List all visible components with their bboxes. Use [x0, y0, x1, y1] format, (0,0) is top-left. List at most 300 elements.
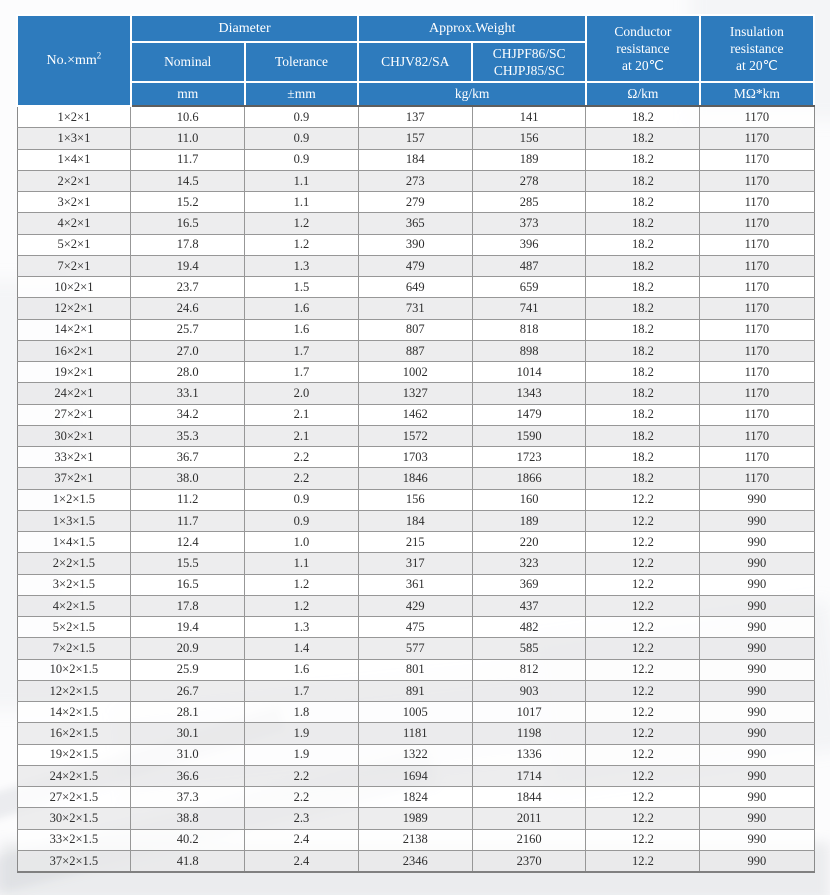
table-row	[17, 553, 814, 574]
cell-conductor-resistance: 18.2	[586, 340, 700, 361]
cell-conductor-resistance: 12.2	[586, 510, 700, 531]
cell-diameter-nominal: 35.3	[131, 425, 245, 446]
cell-conductor-resistance: 12.2	[586, 765, 700, 786]
cell-conductor-resistance: 18.2	[586, 234, 700, 255]
cell-conductor-resistance: 12.2	[586, 702, 700, 723]
cell-weight-chjpf: 2160	[472, 829, 586, 850]
cell-conductor-resistance: 18.2	[586, 149, 700, 170]
cell-weight-chjv: 361	[358, 574, 472, 595]
cell-weight-chjv: 273	[358, 170, 472, 191]
cell-size: 3×2×1.5	[17, 574, 131, 595]
cell-weight-chjv: 184	[358, 149, 472, 170]
cell-weight-chjpf: 1866	[472, 468, 586, 489]
cell-conductor-resistance: 12.2	[586, 850, 700, 872]
cell-diameter-nominal: 23.7	[131, 277, 245, 298]
cell-size: 12×2×1	[17, 298, 131, 319]
table-row	[17, 425, 814, 446]
cell-insulation-resistance: 990	[700, 744, 814, 765]
cell-insulation-resistance: 990	[700, 510, 814, 531]
cell-weight-chjv: 475	[358, 617, 472, 638]
cell-weight-chjpf: 141	[472, 106, 586, 128]
cell-conductor-resistance: 18.2	[586, 213, 700, 234]
table-row	[17, 808, 814, 829]
table-row	[17, 574, 814, 595]
cell-weight-chjv: 577	[358, 638, 472, 659]
cell-diameter-tolerance: 0.9	[245, 128, 359, 149]
cell-size: 33×2×1.5	[17, 829, 131, 850]
cell-diameter-nominal: 33.1	[131, 383, 245, 404]
cell-weight-chjpf: 1343	[472, 383, 586, 404]
cell-conductor-resistance: 18.2	[586, 298, 700, 319]
cell-weight-chjv: 365	[358, 213, 472, 234]
cell-diameter-nominal: 11.2	[131, 489, 245, 510]
table-row	[17, 744, 814, 765]
cell-diameter-tolerance: 1.5	[245, 277, 359, 298]
cell-size: 14×2×1	[17, 319, 131, 340]
cell-size: 37×2×1	[17, 468, 131, 489]
table-row	[17, 787, 814, 808]
cell-diameter-tolerance: 1.1	[245, 170, 359, 191]
cell-weight-chjv: 157	[358, 128, 472, 149]
cell-diameter-nominal: 19.4	[131, 617, 245, 638]
cell-size: 1×4×1.5	[17, 532, 131, 553]
cell-weight-chjv: 429	[358, 595, 472, 616]
cell-weight-chjv: 1824	[358, 787, 472, 808]
table-row	[17, 192, 814, 213]
cell-weight-chjv: 807	[358, 319, 472, 340]
cell-diameter-nominal: 11.7	[131, 510, 245, 531]
cell-weight-chjpf: 396	[472, 234, 586, 255]
cell-size: 5×2×1.5	[17, 617, 131, 638]
table-row	[17, 404, 814, 425]
cell-insulation-resistance: 990	[700, 808, 814, 829]
cell-insulation-resistance: 1170	[700, 192, 814, 213]
cell-weight-chjpf: 437	[472, 595, 586, 616]
header-conductor-resistance	[586, 15, 700, 82]
cell-size: 2×2×1.5	[17, 553, 131, 574]
cell-size: 14×2×1.5	[17, 702, 131, 723]
cable-spec-table	[16, 14, 815, 873]
table-row	[17, 638, 814, 659]
table-row	[17, 850, 814, 872]
table-row	[17, 447, 814, 468]
cell-diameter-nominal: 17.8	[131, 595, 245, 616]
cell-size: 4×2×1.5	[17, 595, 131, 616]
table-row	[17, 659, 814, 680]
table-header	[17, 15, 814, 106]
cell-diameter-nominal: 14.5	[131, 170, 245, 191]
cell-weight-chjpf: 160	[472, 489, 586, 510]
cell-diameter-nominal: 16.5	[131, 574, 245, 595]
cell-size: 5×2×1	[17, 234, 131, 255]
cell-size: 33×2×1	[17, 447, 131, 468]
cell-diameter-tolerance: 1.6	[245, 659, 359, 680]
cell-conductor-resistance: 18.2	[586, 383, 700, 404]
cell-size: 4×2×1	[17, 213, 131, 234]
cell-insulation-resistance: 1170	[700, 106, 814, 128]
cell-weight-chjv: 1694	[358, 765, 472, 786]
cell-weight-chjpf: 220	[472, 532, 586, 553]
cell-weight-chjv: 479	[358, 255, 472, 276]
table-row	[17, 510, 814, 531]
cell-diameter-nominal: 10.6	[131, 106, 245, 128]
cell-weight-chjpf: 487	[472, 255, 586, 276]
cell-diameter-tolerance: 0.9	[245, 149, 359, 170]
unit-tolerance: ±mm	[245, 82, 359, 106]
cable-spec-table-container	[16, 14, 815, 873]
cell-insulation-resistance: 1170	[700, 383, 814, 404]
cell-conductor-resistance: 18.2	[586, 425, 700, 446]
cell-diameter-tolerance: 2.2	[245, 765, 359, 786]
cell-weight-chjv: 184	[358, 510, 472, 531]
table-row	[17, 532, 814, 553]
cell-weight-chjpf: 1336	[472, 744, 586, 765]
cell-diameter-tolerance: 2.1	[245, 404, 359, 425]
cell-size: 19×2×1	[17, 362, 131, 383]
cell-conductor-resistance: 12.2	[586, 808, 700, 829]
table-row	[17, 234, 814, 255]
cell-insulation-resistance: 1170	[700, 340, 814, 361]
cell-weight-chjv: 137	[358, 106, 472, 128]
cell-diameter-nominal: 36.7	[131, 447, 245, 468]
cell-size: 1×3×1	[17, 128, 131, 149]
table-row	[17, 128, 814, 149]
table-row	[17, 149, 814, 170]
cell-weight-chjv: 215	[358, 532, 472, 553]
cell-size: 27×2×1.5	[17, 787, 131, 808]
header-weight-chjpf-line2: CHJPJ85/SC	[493, 63, 565, 78]
cell-size: 37×2×1.5	[17, 850, 131, 872]
cell-diameter-nominal: 24.6	[131, 298, 245, 319]
cell-diameter-tolerance: 1.9	[245, 723, 359, 744]
cell-conductor-resistance: 12.2	[586, 744, 700, 765]
cell-insulation-resistance: 990	[700, 659, 814, 680]
cell-diameter-tolerance: 1.2	[245, 595, 359, 616]
cell-diameter-nominal: 17.8	[131, 234, 245, 255]
cell-weight-chjv: 801	[358, 659, 472, 680]
cell-insulation-resistance: 1170	[700, 213, 814, 234]
cell-weight-chjv: 891	[358, 680, 472, 701]
cell-weight-chjv: 2138	[358, 829, 472, 850]
cell-weight-chjpf: 659	[472, 277, 586, 298]
table-row	[17, 489, 814, 510]
cell-diameter-tolerance: 2.4	[245, 829, 359, 850]
cell-size: 10×2×1	[17, 277, 131, 298]
cell-weight-chjpf: 1844	[472, 787, 586, 808]
cell-diameter-nominal: 34.2	[131, 404, 245, 425]
cell-insulation-resistance: 1170	[700, 404, 814, 425]
cell-conductor-resistance: 12.2	[586, 829, 700, 850]
unit-insulation: MΩ*km	[700, 82, 814, 106]
cell-conductor-resistance: 12.2	[586, 553, 700, 574]
cell-conductor-resistance: 18.2	[586, 447, 700, 468]
cell-weight-chjpf: 278	[472, 170, 586, 191]
cell-diameter-nominal: 28.0	[131, 362, 245, 383]
cell-weight-chjpf: 812	[472, 659, 586, 680]
table-row	[17, 595, 814, 616]
cell-insulation-resistance: 1170	[700, 277, 814, 298]
unit-conductor: Ω/km	[586, 82, 700, 106]
cell-weight-chjv: 1572	[358, 425, 472, 446]
cell-size: 30×2×1.5	[17, 808, 131, 829]
cell-diameter-nominal: 28.1	[131, 702, 245, 723]
cell-weight-chjpf: 1479	[472, 404, 586, 425]
cell-insulation-resistance: 990	[700, 638, 814, 659]
cell-conductor-resistance: 18.2	[586, 277, 700, 298]
cell-size: 16×2×1	[17, 340, 131, 361]
cell-weight-chjv: 731	[358, 298, 472, 319]
cell-diameter-nominal: 37.3	[131, 787, 245, 808]
cell-weight-chjpf: 373	[472, 213, 586, 234]
table-row	[17, 680, 814, 701]
cell-diameter-nominal: 38.0	[131, 468, 245, 489]
cell-conductor-resistance: 12.2	[586, 489, 700, 510]
cell-size: 1×4×1	[17, 149, 131, 170]
cell-weight-chjpf: 1714	[472, 765, 586, 786]
table-row	[17, 468, 814, 489]
cell-diameter-tolerance: 1.6	[245, 319, 359, 340]
header-insulation-resistance	[700, 15, 814, 82]
cell-weight-chjpf: 369	[472, 574, 586, 595]
cell-diameter-tolerance: 2.2	[245, 468, 359, 489]
table-row	[17, 765, 814, 786]
cell-diameter-tolerance: 1.6	[245, 298, 359, 319]
cell-diameter-nominal: 36.6	[131, 765, 245, 786]
cell-weight-chjv: 1002	[358, 362, 472, 383]
cell-diameter-tolerance: 1.7	[245, 362, 359, 383]
cell-diameter-tolerance: 2.2	[245, 447, 359, 468]
cell-diameter-tolerance: 1.2	[245, 234, 359, 255]
cell-conductor-resistance: 12.2	[586, 574, 700, 595]
cell-weight-chjpf: 1014	[472, 362, 586, 383]
cell-diameter-nominal: 27.0	[131, 340, 245, 361]
cell-size: 7×2×1	[17, 255, 131, 276]
table-row	[17, 829, 814, 850]
cell-conductor-resistance: 12.2	[586, 532, 700, 553]
cell-weight-chjv: 390	[358, 234, 472, 255]
cell-weight-chjpf: 189	[472, 510, 586, 531]
unit-nominal: mm	[131, 82, 245, 106]
header-conductor-line2: resistance	[616, 40, 670, 56]
cell-diameter-nominal: 20.9	[131, 638, 245, 659]
cell-conductor-resistance: 12.2	[586, 659, 700, 680]
cell-diameter-tolerance: 2.3	[245, 808, 359, 829]
table-row	[17, 277, 814, 298]
cell-insulation-resistance: 990	[700, 574, 814, 595]
cell-weight-chjpf: 818	[472, 319, 586, 340]
cell-conductor-resistance: 12.2	[586, 787, 700, 808]
cell-weight-chjv: 1181	[358, 723, 472, 744]
table-row	[17, 106, 814, 128]
cell-diameter-tolerance: 0.9	[245, 489, 359, 510]
cell-weight-chjpf: 285	[472, 192, 586, 213]
cell-size: 1×3×1.5	[17, 510, 131, 531]
cell-diameter-nominal: 12.4	[131, 532, 245, 553]
header-diameter-group: Diameter	[131, 15, 359, 42]
cell-weight-chjpf: 1723	[472, 447, 586, 468]
cell-weight-chjv: 649	[358, 277, 472, 298]
table-row	[17, 723, 814, 744]
cell-weight-chjpf: 156	[472, 128, 586, 149]
header-weight-chjpf	[472, 42, 586, 82]
cell-conductor-resistance: 18.2	[586, 468, 700, 489]
cell-diameter-tolerance: 2.0	[245, 383, 359, 404]
cell-conductor-resistance: 18.2	[586, 362, 700, 383]
cell-insulation-resistance: 990	[700, 532, 814, 553]
cell-weight-chjv: 1846	[358, 468, 472, 489]
cell-size: 27×2×1	[17, 404, 131, 425]
cell-diameter-tolerance: 1.0	[245, 532, 359, 553]
cell-weight-chjpf: 1198	[472, 723, 586, 744]
cell-size: 19×2×1.5	[17, 744, 131, 765]
table-row	[17, 340, 814, 361]
cell-weight-chjpf: 898	[472, 340, 586, 361]
cell-diameter-nominal: 11.7	[131, 149, 245, 170]
cell-diameter-nominal: 41.8	[131, 850, 245, 872]
cell-conductor-resistance: 18.2	[586, 106, 700, 128]
cell-diameter-nominal: 30.1	[131, 723, 245, 744]
header-weight-chjv: CHJV82/SA	[358, 42, 472, 82]
header-tolerance: Tolerance	[245, 42, 359, 82]
cell-conductor-resistance: 18.2	[586, 255, 700, 276]
header-weight-chjpf-line1: CHJPF86/SC	[492, 45, 566, 61]
spec-table-body	[17, 106, 814, 872]
cell-insulation-resistance: 1170	[700, 149, 814, 170]
cell-diameter-tolerance: 1.7	[245, 680, 359, 701]
cell-diameter-nominal: 25.9	[131, 659, 245, 680]
cell-weight-chjpf: 585	[472, 638, 586, 659]
cell-insulation-resistance: 1170	[700, 255, 814, 276]
cell-conductor-resistance: 18.2	[586, 128, 700, 149]
cell-insulation-resistance: 990	[700, 680, 814, 701]
table-row	[17, 617, 814, 638]
cell-insulation-resistance: 1170	[700, 319, 814, 340]
table-row	[17, 702, 814, 723]
cell-diameter-tolerance: 1.4	[245, 638, 359, 659]
table-row	[17, 362, 814, 383]
cell-diameter-tolerance: 1.2	[245, 213, 359, 234]
cell-weight-chjv: 1462	[358, 404, 472, 425]
cell-diameter-nominal: 15.5	[131, 553, 245, 574]
cell-diameter-nominal: 19.4	[131, 255, 245, 276]
cell-insulation-resistance: 1170	[700, 170, 814, 191]
cell-conductor-resistance: 18.2	[586, 404, 700, 425]
cell-size: 7×2×1.5	[17, 638, 131, 659]
cell-weight-chjpf: 323	[472, 553, 586, 574]
cell-weight-chjv: 156	[358, 489, 472, 510]
cell-size: 3×2×1	[17, 192, 131, 213]
cell-weight-chjv: 1327	[358, 383, 472, 404]
cell-size: 2×2×1	[17, 170, 131, 191]
cell-insulation-resistance: 990	[700, 553, 814, 574]
cell-insulation-resistance: 990	[700, 723, 814, 744]
cell-size: 10×2×1.5	[17, 659, 131, 680]
cell-insulation-resistance: 1170	[700, 298, 814, 319]
cell-conductor-resistance: 12.2	[586, 723, 700, 744]
cell-conductor-resistance: 12.2	[586, 680, 700, 701]
cell-conductor-resistance: 18.2	[586, 319, 700, 340]
cell-insulation-resistance: 990	[700, 850, 814, 872]
table-row	[17, 170, 814, 191]
cell-diameter-tolerance: 2.4	[245, 850, 359, 872]
cell-conductor-resistance: 12.2	[586, 638, 700, 659]
cell-diameter-tolerance: 2.1	[245, 425, 359, 446]
cell-insulation-resistance: 990	[700, 702, 814, 723]
header-size-superscript: 2	[96, 49, 102, 60]
table-row	[17, 213, 814, 234]
cell-insulation-resistance: 1170	[700, 425, 814, 446]
cell-insulation-resistance: 990	[700, 595, 814, 616]
cell-insulation-resistance: 1170	[700, 468, 814, 489]
cell-diameter-tolerance: 1.9	[245, 744, 359, 765]
cell-size: 1×2×1.5	[17, 489, 131, 510]
header-insulation-line1: Insulation	[729, 23, 784, 39]
cell-size: 24×2×1	[17, 383, 131, 404]
cell-weight-chjv: 1322	[358, 744, 472, 765]
cell-diameter-tolerance: 1.3	[245, 255, 359, 276]
cell-diameter-nominal: 38.8	[131, 808, 245, 829]
cell-weight-chjv: 317	[358, 553, 472, 574]
cell-conductor-resistance: 12.2	[586, 595, 700, 616]
cell-size: 12×2×1.5	[17, 680, 131, 701]
table-row	[17, 319, 814, 340]
header-conductor-line3: at 20℃	[621, 58, 664, 74]
cell-diameter-tolerance: 1.3	[245, 617, 359, 638]
cell-conductor-resistance: 18.2	[586, 192, 700, 213]
header-nominal: Nominal	[131, 42, 245, 82]
cell-weight-chjpf: 482	[472, 617, 586, 638]
cell-diameter-nominal: 25.7	[131, 319, 245, 340]
header-size-label: No.×mm	[46, 52, 97, 68]
cell-insulation-resistance: 1170	[700, 128, 814, 149]
header-insulation-line3: at 20℃	[736, 58, 778, 74]
cell-insulation-resistance: 1170	[700, 447, 814, 468]
header-insulation-line2: resistance	[730, 40, 784, 56]
cell-conductor-resistance: 18.2	[586, 170, 700, 191]
cell-insulation-resistance: 990	[700, 765, 814, 786]
cell-weight-chjpf: 741	[472, 298, 586, 319]
cell-size: 24×2×1.5	[17, 765, 131, 786]
cell-insulation-resistance: 990	[700, 489, 814, 510]
cell-weight-chjpf: 1017	[472, 702, 586, 723]
cell-diameter-tolerance: 0.9	[245, 106, 359, 128]
cell-weight-chjv: 1005	[358, 702, 472, 723]
cell-diameter-tolerance: 1.1	[245, 192, 359, 213]
cell-diameter-tolerance: 1.2	[245, 574, 359, 595]
cell-diameter-nominal: 26.7	[131, 680, 245, 701]
cell-diameter-nominal: 40.2	[131, 829, 245, 850]
header-size	[17, 15, 131, 106]
cell-weight-chjv: 279	[358, 192, 472, 213]
cell-size: 1×2×1	[17, 106, 131, 128]
cell-diameter-nominal: 31.0	[131, 744, 245, 765]
cell-insulation-resistance: 1170	[700, 234, 814, 255]
table-row	[17, 255, 814, 276]
cell-weight-chjpf: 903	[472, 680, 586, 701]
cell-insulation-resistance: 990	[700, 787, 814, 808]
cell-weight-chjpf: 189	[472, 149, 586, 170]
cell-diameter-tolerance: 1.1	[245, 553, 359, 574]
cell-diameter-tolerance: 2.2	[245, 787, 359, 808]
cell-diameter-nominal: 11.0	[131, 128, 245, 149]
cell-insulation-resistance: 990	[700, 829, 814, 850]
cell-diameter-nominal: 16.5	[131, 213, 245, 234]
cell-diameter-tolerance: 1.8	[245, 702, 359, 723]
cell-insulation-resistance: 1170	[700, 362, 814, 383]
cell-weight-chjv: 2346	[358, 850, 472, 872]
cell-weight-chjv: 1989	[358, 808, 472, 829]
cell-conductor-resistance: 12.2	[586, 617, 700, 638]
